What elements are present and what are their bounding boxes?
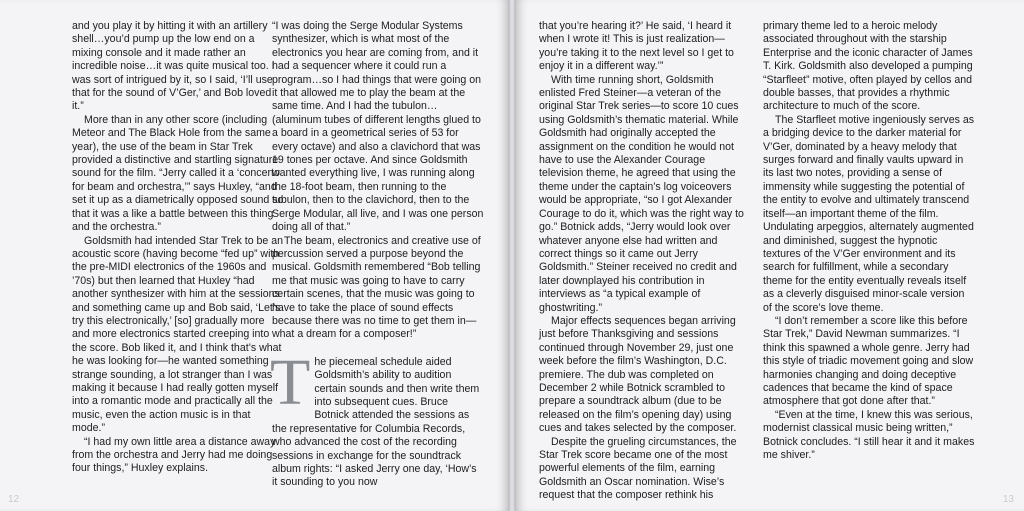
paragraph: primary theme led to a heroic melody associated throughout with the starship Enterprise and the iconic character of James T. Kirk. Goldsmith also developed a pumping “Starfleet” motive, often played by cellos and double basses, that provides a rhythmic architecture to much of the score.	[763, 20, 973, 113]
paragraph: More than in any other score (including Meteor and The Black Hole from the same year), the use of the beam in Star Trek provided a distinctive and startling signature sound for the film. “Jerry called it a ‘concerto for beam and orchestra,’” says Huxley, “and set it up as a diametrically opposed sound so that it was a like a battle between this thing and the orchestra.”	[72, 113, 284, 234]
paragraph: and you play it by hitting it with an artillery shell…you’d pump up the low end on a mixing console and it made rather an incredible noise…it was quite musical too. I was sort of intrigued by it, so I said, ‘I’ll use that for the sound of V’Ger,’ and Bob loved it.”	[72, 20, 275, 113]
paragraph: The Starfleet motive ingeniously serves as a bridging device to the darker material for V’Ger, dominated by a heavy melody that surges forward and finally vaults upward in its last two notes, providing a sense of immensity while suggesting the potential of the entity to evolve and ultimately transcend itself—an important theme of the film. Undulating arpeggios, alternately augmented and diminished, suggest the hypnotic textures of the V’Ger environment and its search for fulfillment, while a secondary theme for the entity eventually reveals itself as a cleverly disguised minor-scale version of the score’s love theme.	[763, 113, 975, 314]
left-column-2	[272, 20, 484, 490]
right-column-1	[539, 20, 751, 503]
left-page	[0, 0, 508, 511]
page-number-left: 12	[8, 494, 20, 505]
dropcap-paragraph	[270, 345, 484, 490]
paragraph: Major effects sequences began arriving just before Thanksgiving and sessions continued through November 29, just one week before the film’s Washington, D.C. premiere. The dub was completed on December 2 while Botnick scrambled to prepare a soundtrack album (due to be released on the film’s opening day) using cues and takes selected by the composer.	[539, 314, 737, 435]
page-number-right: 13	[1002, 494, 1014, 505]
paragraph: “I was doing the Serge Modular Systems synthesizer, which is what most of the electronics you hear are coming from, and it had a sequencer where it could run a program…so I had things that were going on it that allowed me to play the beam at the same time. And I had the tubulon… (aluminum tubes of different lengths glued to a board in a geometrical series of 53 for every octave) and also a clavichord that was 19 tones per octave. And since Goldsmith wanted everything live, I was running along the 18-foot beam, then running to the tubulon, then to the clavichord, then to the Serge Modular, all live, and I was one person doing all of that.”	[272, 20, 484, 234]
paragraph: “I had my own little area a distance away from the orchestra and Jerry had me doing four things,” Huxley explains.	[72, 435, 276, 475]
paragraph: The beam, electronics and creative use of percussion served a purpose beyond the musical. Goldsmith remembered “Bob telling me that music was going to have to carry certain scenes, that the music was going to have to take the place of sound effects because there was no time to get them in—what a dream for a composer!”	[272, 234, 481, 341]
right-page	[516, 0, 1024, 511]
paragraph: “I don’t remember a score like this before Star Trek,” David Newman summarizes. “I think this spawned a whole genre. Jerry had this style of triadic movement going and slow harmonies changing and doing deceptive cadences that became the kind of space atmosphere that got done after that.”	[763, 314, 974, 408]
drop-cap: T	[270, 345, 311, 419]
paragraph: Goldsmith had intended Star Trek to be an acoustic score (having become “fed up” with the pre-MIDI electronics of the 1960s and ’70s) but then learned that Huxley “had another synthesizer with him at the sessions and something came up and Bob said, ‘Let’s try this electronically,’ [so] gradually more and more electronics started creeping into the score. Bob liked it, and I think that’s what he was looking for—he wanted something strange sounding, a lot stranger than I was making it because I had really gotten myself into a romantic mode and practically all the music, even the action music is in that mode.”	[72, 234, 284, 435]
right-column-2	[763, 20, 975, 462]
paragraph: that you’re hearing it?’ He said, ‘I heard it when I wrote it! This is just realization—you’re taking it to the next level so I get to enjoy it in a different way.’”	[539, 20, 734, 73]
paragraph-text: he piecemeal schedule aided Goldsmith’s ability to audition certain sounds and then write them into subsequent cues. Bruce Botnick attended the sessions as the representative for Columbia Records, who advanced the cost of the recording sessions in exchange for the soundtrack album rights: “I asked Jerry one day, ‘How’s it sounding to you now	[272, 355, 480, 489]
paragraph: With time running short, Goldsmith enlisted Fred Steiner—a veteran of the original Star Trek series—to score 10 cues using Goldsmith’s thematic material. While Goldsmith had originally accepted the assignment on the condition he would not have to use the Alexander Courage television theme, he agreed that using the theme under the captain’s log voiceovers would be appropriate, “so I got Alexander Courage to do it, which was the right way to go.” Botnick adds, “Jerry would look over whatever anyone else had written and correct things so it came out Jerry Goldsmith.” Steiner received no credit and later downplayed his contribution in interviews as “a typical example of ghostwriting.”	[539, 73, 744, 314]
paragraph: Despite the grueling circumstances, the Star Trek score became one of the most powerful elements of the film, earning Goldsmith an Oscar nomination. Wise’s request that the composer rethink his	[539, 435, 737, 502]
spine-gutter	[508, 0, 516, 511]
paragraph: “Even at the time, I knew this was serious, modernist classical music being written,” Botnick concludes. “I still hear it and it makes me shiver.”	[763, 408, 975, 461]
left-column-1	[72, 20, 284, 476]
